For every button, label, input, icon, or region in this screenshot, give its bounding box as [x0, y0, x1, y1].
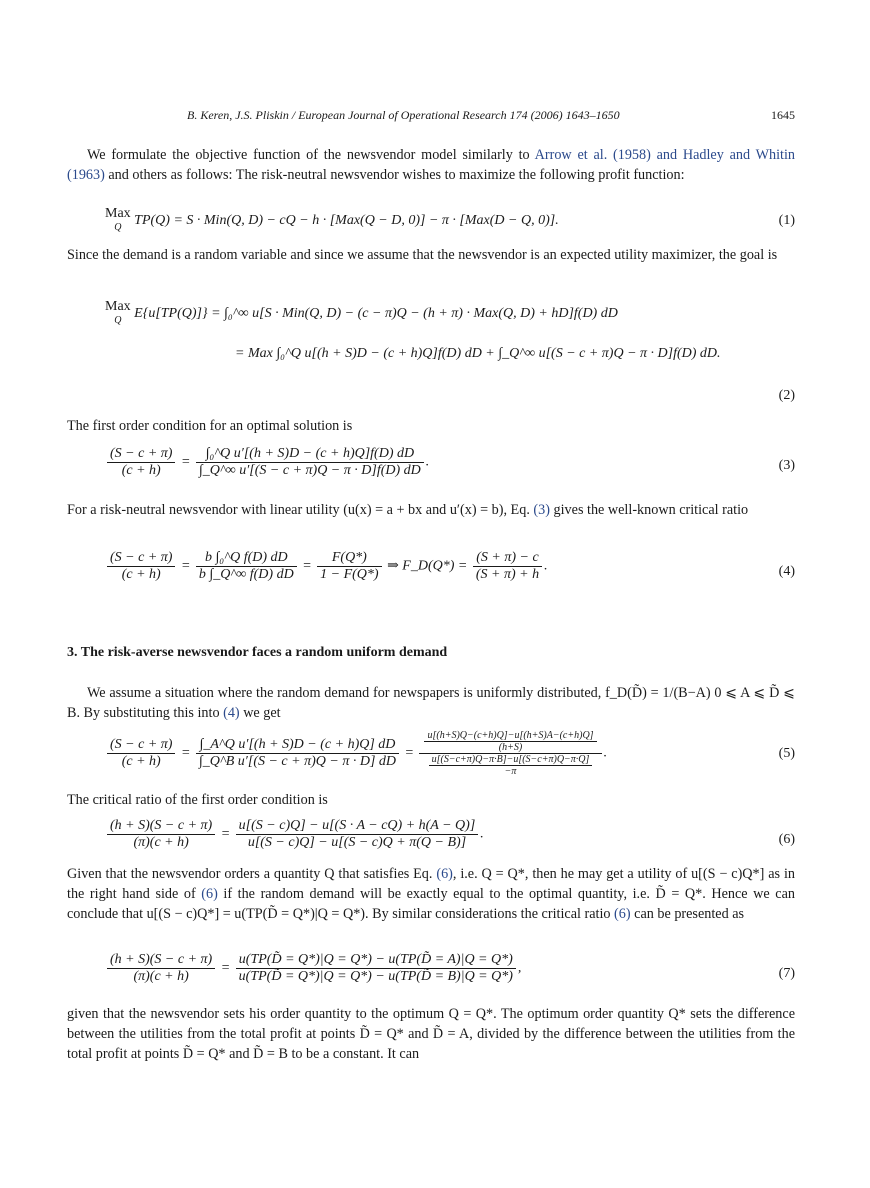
fraction: $\frac{u(TP(D̃ = Q*)|Q = Q*) - u(TP(D̃ = A)|Q = Q*)}{u(TP(D̃ = Q*)|Q = Q*) - u(TP(D̃ = B)|Q = Q*)}$ [236, 952, 516, 985]
page-number: 1645 [771, 108, 795, 122]
fraction: $\frac{\text{∫\_A\textasciicircum{}Q u′[(h + S)D − (c + h)Q] dD}}{\text{∫\_Q\textasciicircum{}B u′[(S − c + π)Q − π · D] dD}}$ [196, 737, 399, 770]
equation-ref-link[interactable]: (6) [436, 866, 453, 882]
equation-number: (3) [778, 458, 795, 473]
equation-ref-link[interactable]: (6) [201, 886, 218, 902]
equation-5: $\frac{(S - c + \pi)}{(c + h)}$ = $\frac{\text{∫\_A\textasciicircum{}Q u′[(h + S)D − (c + h)Q] dD}}{\text{∫\_Q\textasciicircum{}B u′[(S − c + π)Q − π · D] dD}}$ = $\frac{\frac{u[(h+S)Q-(c+h)Q]-u[(h+S)A-(c+h)Q]}{(h+S)}}{\frac{u[(S-c+\pi)Q-\pi\cdot B]-u[(S-c+\pi)Q-\pi\cdot Q]}{-\pi}}$ . (5) [67, 730, 795, 778]
paragraph-optimum: given that the newsvendor sets his order quantity to the optimum Q = Q*. The optimum order quantity Q* sets the difference between the utilities from the total profit at points D̃ = Q* and D̃ = A, divided by the difference between the utilities from the total profit at points D̃ = Q* and D̃ = B to be a constant. It can [67, 1006, 795, 1062]
equation-number: (6) [778, 832, 795, 847]
implication: ⇒ F_D(Q*) = [387, 558, 468, 574]
equation-4: $\frac{(S - c + \pi)}{(c + h)}$ = $\frac{\text{b ∫₀\textasciicircum{}Q f(D) dD}}{b \int\_Q\^{}\infty f(D) dD}$ = $\frac{F(Q*)}{1 - F(Q*)}$ ⇒ F_D(Q*) = $\frac{(S + \pi) - c}{(S + \pi) + h}$ . (4) [67, 550, 795, 594]
fraction: $\frac{(S - c + \pi)}{(c + h)}$ [107, 737, 175, 770]
paragraph-utility [67, 864, 795, 924]
paragraph-text: and others as follows: The risk-neutral newsvendor wishes to maximize the following profit function: [104, 167, 685, 183]
equation-3: $\frac{(S - c + \pi)}{(c + h)}$ = $\frac{\text{∫₀\textasciicircum{}Q u′[(h + S)D − (c + h)Q]f(D) dD}}{\int\_Q\^{}\infty u'[(S - c + \pi)Q - \pi \cdot D]f(D) dD}$ . (3) [67, 446, 795, 486]
equation-number: (1) [778, 213, 795, 228]
equation-2 [67, 299, 795, 403]
paragraph-first-order: The first order condition for an optimal solution is [67, 418, 353, 434]
paragraph-text: can be presented as [630, 906, 745, 922]
fraction: $\frac{(S - c + \pi)}{(c + h)}$ [107, 446, 175, 479]
journal-citation: B. Keren, J.S. Pliskin / European Journal of Operational Research 174 (2006) 1643–1650 [187, 108, 620, 122]
fraction: $\frac{(S - c + \pi)}{(c + h)}$ [107, 550, 175, 583]
equation-line-2: = Max ∫₀^Q u[(h + S)D − (c + h)Q]f(D) dD + ∫_Q^∞ u[(S − c + π)Q − π · D]f(D) dD. [235, 346, 721, 361]
equation-ref-link[interactable]: (3) [533, 502, 550, 518]
equation-number: (4) [778, 564, 795, 579]
equation-1 [67, 207, 795, 241]
max-subscript: Q [114, 315, 122, 326]
fraction: $\frac{(h + S)(S - c + \pi)}{(\pi)(c + h)}$ [107, 952, 215, 985]
max-operator: Max [105, 299, 131, 314]
paragraph-text: We formulate the objective function of the newsvendor model similarly to [87, 147, 535, 163]
paragraph-uniform [67, 683, 795, 723]
paragraph-text: gives the well-known critical ratio [549, 502, 749, 518]
paragraph-goal: Since the demand is a random variable and since we assume that the newsvendor is an expected utility maximizer, the goal is [67, 247, 778, 263]
equation-number: (7) [778, 966, 795, 981]
equation-7: $\frac{(h + S)(S - c + \pi)}{(\pi)(c + h)}$ = $\frac{u(TP(D̃ = Q*)|Q = Q*) - u(TP(D̃ = A)|Q = Q*)}{u(TP(D̃ = Q*)|Q = Q*) - u(TP(D̃ = B)|Q = Q*)}$ , (7) [67, 952, 795, 994]
fraction: $\frac{(S + \pi) - c}{(S + \pi) + h}$ [473, 550, 542, 583]
paragraph-critical-ratio: The critical ratio of the first order condition is [67, 792, 328, 808]
fraction: $\frac{\text{b ∫₀\textasciicircum{}Q f(D) dD}}{b \int\_Q\^{}\infty f(D) dD}$ [196, 550, 297, 583]
fraction: $\frac{u[(S - c)Q] - u[(S \cdot A - cQ) + h(A - Q)]}{u[(S - c)Q] - u[(S - c)Q + \pi(Q - B)]}$ [236, 818, 479, 851]
section-heading: 3. The risk-averse newsvendor faces a random uniform demand [67, 645, 448, 660]
paragraph-intro [67, 145, 795, 185]
paragraph-text: if the random demand will be exactly equal to the optimal quantity, i.e. D̃ = Q*. Hence we can conclude that u[(S − c)Q*] = u(TP(D̃ = Q*)|Q = Q*). By similar considerations the critical ratio [67, 886, 795, 922]
equation-ref-link[interactable]: (4) [223, 705, 240, 721]
paragraph-text: We assume a situation where the random demand for newspapers is uniformly distributed, f_D(D̃) = 1/(B−A) 0 ⩽ A ⩽ D̃ ⩽ B. By substituting this into [67, 685, 795, 721]
paragraph-text: Given that the newsvendor orders a quantity Q that satisfies Eq. [67, 866, 437, 882]
nested-fraction: $\frac{\frac{u[(h+S)Q-(c+h)Q]-u[(h+S)A-(c+h)Q]}{(h+S)}}{\frac{u[(S-c+\pi)Q-\pi\cdot B]-u[(S-c+\pi)Q-\pi\cdot Q]}{-\pi}}$ [419, 730, 601, 777]
equation-line-1: E{u[TP(Q)]} = ∫₀^∞ u[S · Min(Q, D) − (c − π)Q − (h + π) · Max(Q, D) + hD]f(D) dD [134, 306, 618, 322]
max-operator: Max [105, 206, 131, 221]
fraction: $\frac{F(Q*)}{1 - F(Q*)}$ [317, 550, 381, 583]
equation-6: $\frac{(h + S)(S - c + \pi)}{(\pi)(c + h)}$ = $\frac{u[(S - c)Q] - u[(S \cdot A - cQ) + h(A - Q)]}{u[(S - c)Q] - u[(S - c)Q + \pi(Q - B)]}$ . (6) [67, 818, 795, 860]
equation-number: (2) [778, 388, 795, 403]
equation-body: TP(Q) = S · Min(Q, D) − cQ − h · [Max(Q − D, 0)] − π · [Max(D − Q, 0)]. [134, 213, 559, 229]
paragraph-text: For a risk-neutral newsvendor with linear utility (u(x) = a + bx and u′(x) = b), Eq. [67, 502, 534, 518]
equation-ref-link[interactable]: (6) [614, 906, 631, 922]
paragraph-text: we get [239, 705, 281, 721]
fraction: $\frac{\text{∫₀\textasciicircum{}Q u′[(h + S)D − (c + h)Q]f(D) dD}}{\int\_Q\^{}\infty u'[(S - c + \pi)Q - \pi \cdot D]f(D) dD}$ [196, 446, 424, 479]
citation-link[interactable]: Arrow et al. (1958) and Hadley and Whitin (1963) [67, 147, 795, 183]
max-subscript: Q [114, 222, 122, 233]
equation-number: (5) [778, 746, 795, 761]
paragraph-risk-neutral [67, 500, 795, 520]
paragraph-text: , i.e. Q = Q*, then he may get a utility of u[(S − c)Q*] as in the right hand side of [67, 866, 795, 902]
fraction: $\frac{(h + S)(S - c + \pi)}{(\pi)(c + h)}$ [107, 818, 215, 851]
